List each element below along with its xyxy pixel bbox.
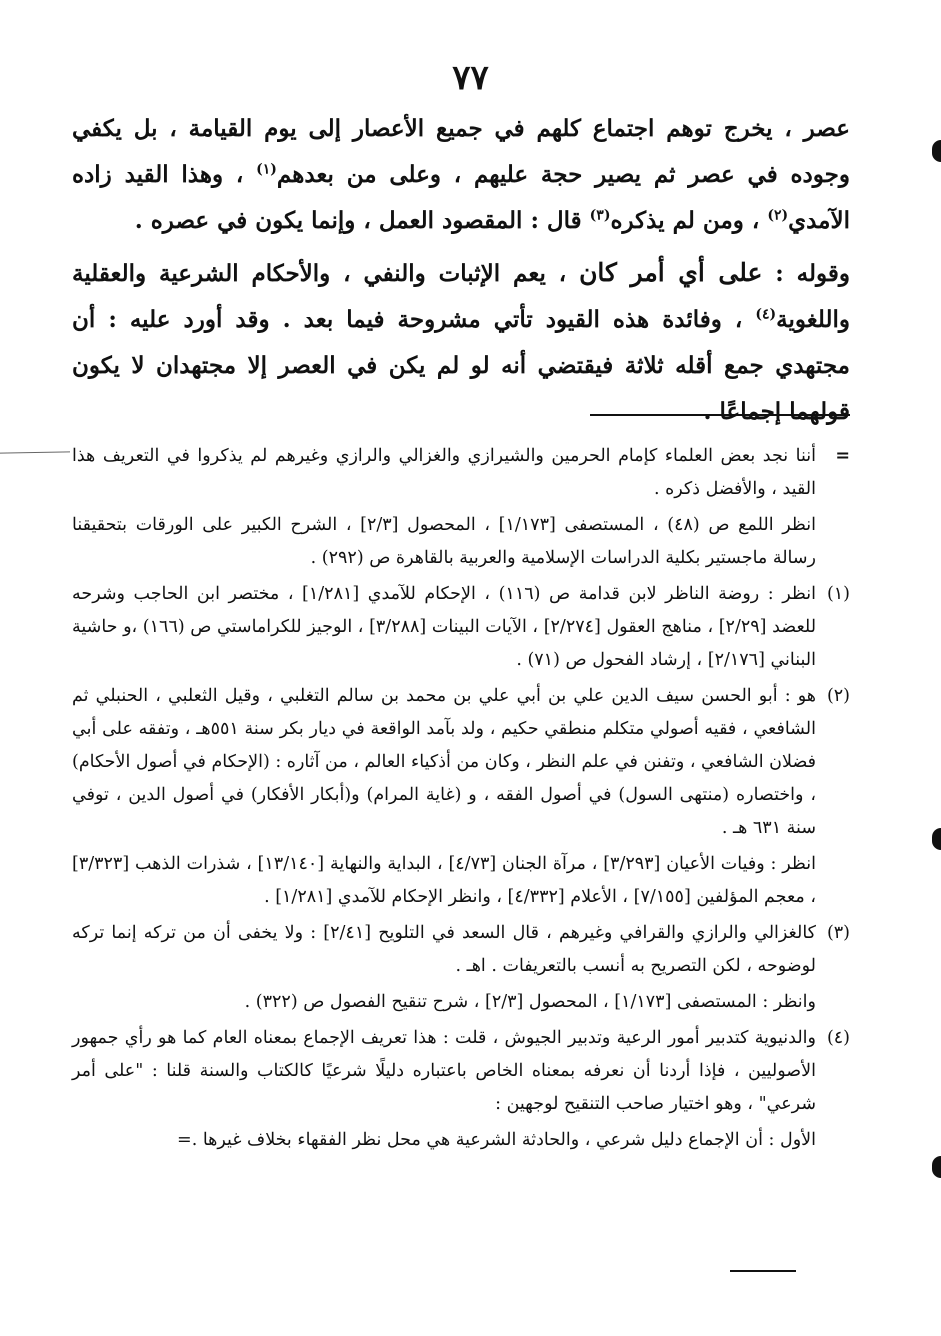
binding-mark: [932, 140, 941, 162]
footnote-number: (٢): [826, 686, 850, 706]
footnote-ref-2[interactable]: (٢): [767, 207, 789, 224]
binding-mark: [932, 828, 941, 850]
footnote-ref-3[interactable]: (٣): [589, 207, 611, 224]
footnote-references: وانظر : المستصفى [١/١٧٣] ، المحصول [٢/٣] ، شرح تنقيح الفصول ص (٣٢٢) .: [244, 992, 816, 1012]
footnote-references: انظر اللمع ص (٤٨) ، المستصفى [١/١٧٣] ، المحصول [٢/٣] ، الشرح الكبير على الورقات بتحقيقنا رسالة ماجستير بكلية الدراسات الإسلامية والعربية بالقاهرة ص (٢٩٢) .: [72, 515, 817, 568]
footnote-separator: [590, 414, 850, 416]
footnote-continued: = أننا نجد بعض العلماء كإمام الحرمين والشيرازي والغزالي والرازي وغيرهم لم يذكروا في التعريف هذا القيد ، والأفضل ذكره .: [72, 440, 850, 506]
main-text: [72, 106, 850, 435]
quoted-phrase: على أي أمر كان: [579, 258, 763, 287]
footnote-2: (٢) هو : أبو الحسن سيف الدين علي بن أبي علي بن محمد بن سالم التغلبي ، وقيل الثعلبي ، الحنبلي ثم الشافعي ، فقيه أصولي متكلم منطقي حكيم ، ولد بآمد الواقعة في ديار بكر سنة ٥٥١هـ ، وتفقه على أبي فضلان الشافعي ، وتفنن في علم النظر ، وكان من أذكياء العالم ، من آثاره : (الإحكام في أصول الأحكام) ، واختصاره (منتهى السول) في أصول الفقه ، و (غاية المرام) و(أبكار الأفكار) في أصول الدين ، توفي سنة ٦٣١ هـ .: [72, 680, 850, 845]
footnote-number: (٤): [826, 1028, 850, 1048]
footnote-references: انظر : وفيات الأعيان [٣/٢٩٣] ، مرآة الجنان [٤/٧٣] ، البداية والنهاية [١٣/١٤٠] ، شذرات الذهب [٣/٣٢٣] ، معجم المؤلفين [٧/١٥٥] ، الأعلام [٤/٣٣٢] ، وانظر الإحكام للآمدي [١/٢٨١] .: [72, 854, 816, 907]
main-paragraph-1: عصر ، يخرج توهم اجتماع كلهم في جميع الأعصار إلى يوم القيامة ، بل يكفي وجوده في عصر ثم يصير حجة عليهم ، وعلى من بعدهم$^{(١)}$ ، وهذا القيد زاده الآمدي$^{(٢)}$ ، ومن لم يذكره$^{(٣)}$ قال : المقصود العمل ، وإنما يكون في عصره .: [72, 115, 850, 234]
lead-underline: [730, 1270, 796, 1272]
margin-line: [0, 451, 70, 453]
footnote-4: (٤) والدنيوية كتدبير أمور الرعية وتدبير الجيوش ، قلت : هذا تعريف الإجماع بمعناه العام كما هو رأي جمهور الأصوليين ، فإذا أردنا أن نعرفه بمعناه الخاص باعتباره دليلًا شرعيًا كالكتاب والسنة قلنا : "على أمر شرعي" ، وهو اختيار صاحب التنقيح لوجهين :: [72, 1022, 850, 1121]
main-paragraph-2: وقوله : على أي أمر كان ، يعم الإثبات والنفي ، والأحكام الشرعية والعقلية واللغوية$^{(٤)}$ ، وفائدة هذه القيود تأتي مشروحة فيما بعد . وقد أورد عليه : أن مجتهدي جمع أقله ثلاثة فيقتضي أنه لو لم يكن في العصر إلا مجتهدان لا يكون قولهما إجماعًا .: [72, 258, 850, 425]
footnote-4-first-point: الأول : أن الإجماع دليل شرعي ، والحادثة الشرعية هي محل نظر الفقهاء بخلاف غيرها .=: [177, 1130, 816, 1150]
footnotes: [72, 440, 850, 1160]
point-lead: الأول: [779, 1130, 816, 1150]
footnote-1: (١) انظر : روضة الناظر لابن قدامة ص (١١٦) ، الإحكام للآمدي [١/٢٨١] ، مختصر ابن الحاجب وشرحه للعضد [٢/٢٩] ، مناهج العقول [٢/٢٧٤] ، الآيات البينات [٣/٢٨٨] ، الوجيز للكراماستي ص (١٦٦) ،و حاشية البناني [٢/١٧٦] ، إرشاد الفحول ص (٧١) .: [72, 578, 850, 677]
page-number: ٧٧: [452, 58, 489, 98]
footnote-number: (١): [826, 584, 850, 604]
footnote-ref-1[interactable]: (١): [256, 161, 277, 178]
footnote-3: (٣) كالغزالي والرازي والقرافي وغيرهم ، قال السعد في التلويح [٢/٤١] : ولا يخفى أن من تركه إنما تركه لوضوحه ، لكن التصريح به أنسب بالتعريفات . اهـ .: [72, 917, 850, 983]
footnote-ref-4[interactable]: (٤): [755, 306, 777, 323]
binding-mark: [932, 1156, 941, 1178]
footnote-number: (٣): [826, 923, 850, 943]
continuation-mark: =: [835, 446, 850, 466]
